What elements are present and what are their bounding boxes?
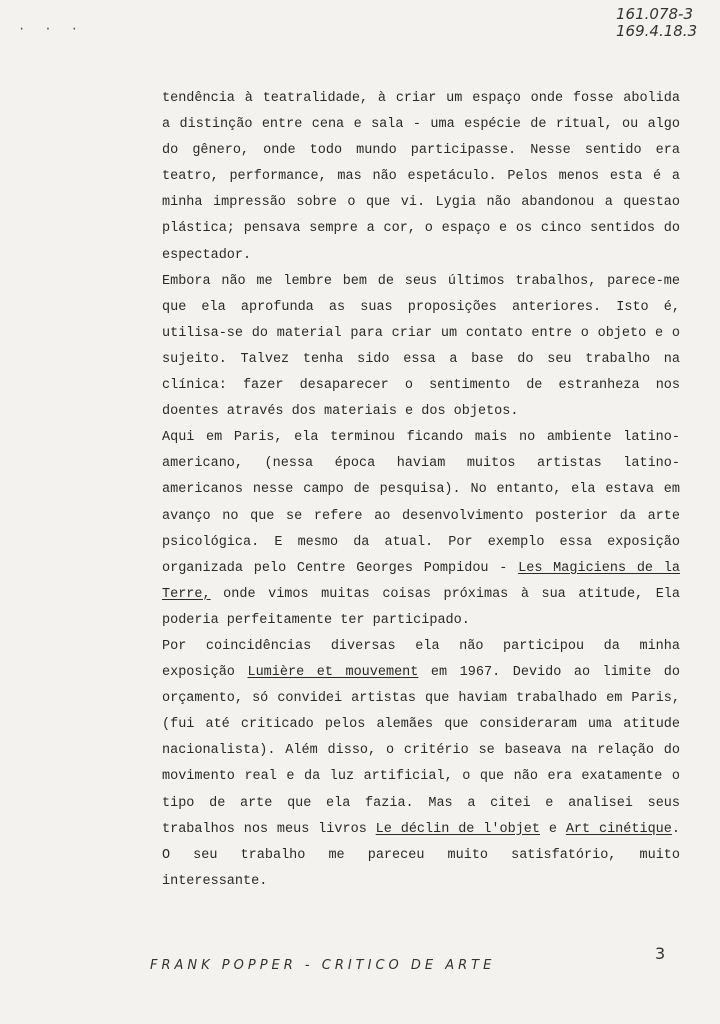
paragraph	[162, 634, 680, 895]
text-segment: em 1967. Devido ao limite do orçamento, só convidei artistas que haviam trabalhado em Paris, (fui até criticado pelos alemães que consideraram uma atitude nacionalista). Além disso, o critério se baseava na relação do movimento real e da luz artificial, o que não era exatamente o tipo de arte que ela fazia. Mas a citei e analisei seus trabalhos nos meus livros	[162, 665, 680, 837]
archive-code-2: 169.4.18.3	[616, 22, 698, 40]
paragraph	[162, 425, 680, 634]
underlined-title: Art cinétique	[565, 821, 672, 837]
text-segment: onde vimos muitas coisas próximas à sua atitude, Ela poderia perfeitamente ter participado.	[162, 586, 680, 628]
text-segment: Aqui em Paris, ela terminou ficando mais no ambiente latino-americano, (nessa época haviam muitos artistas latino-americanos nesse campo de pesquisa). No entanto, ela estava em avanço no que se refere ao desenvolvimento posterior da arte psicológica. E mesmo da atual. Por exemplo essa exposição organizada pelo Centre Georges Pompidou -	[162, 430, 680, 576]
page-number: 3	[655, 944, 666, 963]
underlined-title: Le déclin de l'objet	[375, 821, 540, 837]
text-segment: tendência à teatralidade, à criar um espaço onde fosse abolida a distinção entre cena e sala - uma espécie de ritual, ou algo do gênero, onde todo mundo participasse. Nesse sentido era teatro, performance, mas não espetáculo. Pelos menos esta é a minha impressão sobre o que vi. Lygia não abandonou a questao plástica; pensava sempre a cor, o espaço e os cinco sentidos do espectador.	[162, 91, 680, 263]
underlined-title: Les Magiciens de la Terre,	[162, 560, 680, 602]
signature: FRANK POPPER - CRITICO DE ARTE	[150, 958, 496, 973]
text-segment: . O seu trabalho me pareceu muito satisfatório, muito interessante.	[162, 821, 680, 889]
paragraph	[162, 269, 680, 426]
paragraph	[162, 86, 680, 269]
text-segment: Por coincidências diversas ela não participou da minha exposição	[162, 638, 680, 681]
archive-code-1: 161.078-3	[616, 5, 693, 23]
body-text	[162, 86, 680, 895]
archive-codes	[616, 6, 706, 40]
corner-marks: · · ·	[18, 22, 85, 36]
text-segment: Embora não me lembre bem de seus últimos trabalhos, parece-me que ela aprofunda as suas proposições anteriores. Isto é, utilisa-se do material para criar um contato entre o objeto e o sujeito. Talvez tenha sido essa a base do seu trabalho na clínica: fazer desaparecer o sentimento de estranheza nos doentes através dos materiais e dos objetos.	[162, 273, 680, 420]
underlined-title: Lumière et mouvement	[247, 665, 419, 681]
text-segment: e	[539, 821, 566, 837]
